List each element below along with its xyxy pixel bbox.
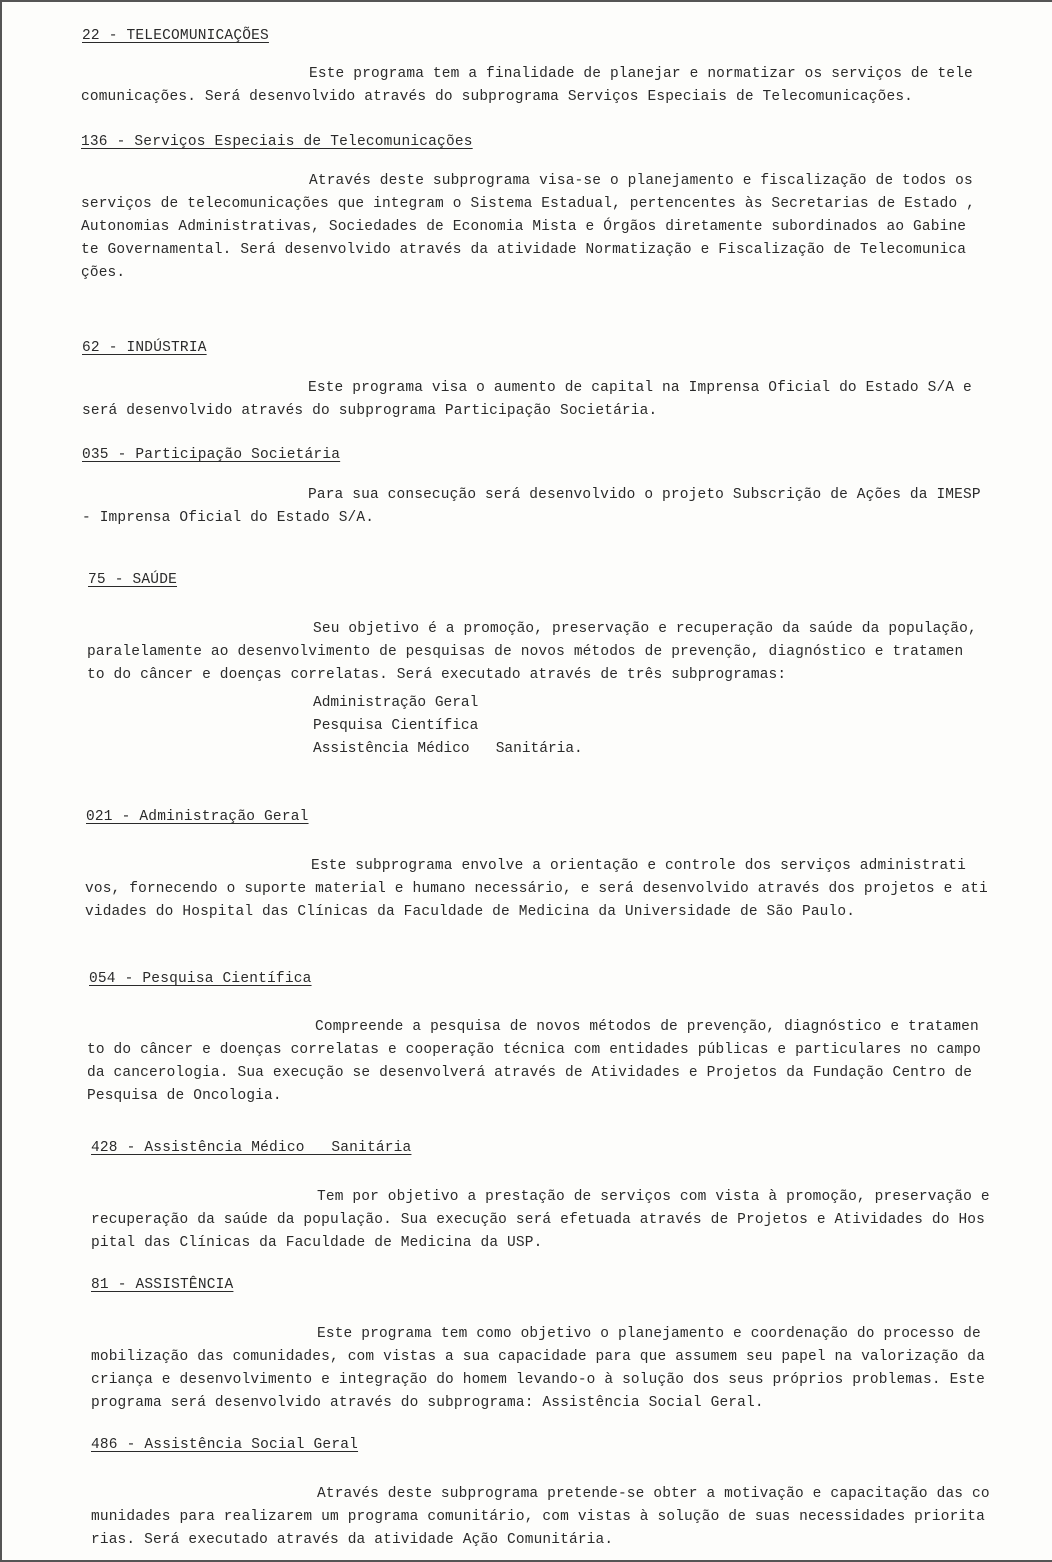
- text-line: te Governamental. Será desenvolvido através da atividade Normatização e Fiscalização de Telecomunica: [81, 242, 967, 258]
- subprogram-list: [313, 692, 583, 761]
- text-line: Este programa tem como objetivo o planejamento e coordenação do processo de: [317, 1326, 981, 1342]
- text-line: recuperação da saúde da população. Sua execução será efetuada através de Projetos e Atividades do Hos: [91, 1212, 985, 1228]
- text-line: Através deste subprograma pretende-se obter a motivação e capacitação das co: [317, 1486, 990, 1502]
- section-text-industria: [82, 377, 1017, 423]
- text-line: programa será desenvolvido através do subprograma: Assistência Social Geral.: [91, 1395, 764, 1411]
- section-text-participacao-societaria: [82, 484, 1017, 530]
- section-text-assistencia: [91, 1323, 1026, 1415]
- section-text-pesquisa-cientifica: [87, 1016, 1022, 1108]
- list-item: Pesquisa Científica: [313, 718, 479, 734]
- section-heading-telecomunicacoes: 22 - TELECOMUNICAÇÕES: [82, 28, 269, 44]
- list-item: Administração Geral: [313, 695, 479, 711]
- section-heading-pesquisa-cientifica: 054 - Pesquisa Científica: [89, 971, 312, 987]
- text-line: - Imprensa Oficial do Estado S/A.: [82, 510, 375, 526]
- text-line: Este subprograma envolve a orientação e controle dos serviços administrati: [311, 858, 967, 874]
- text-line: rias. Será executado através da atividade Ação Comunitária.: [91, 1532, 614, 1548]
- text-line: Para sua consecução será desenvolvido o projeto Subscrição de Ações da IMESP: [308, 487, 981, 503]
- section-text-administracao-geral: [85, 855, 1020, 924]
- section-heading-administracao-geral: 021 - Administração Geral: [86, 809, 309, 825]
- text-line: pital das Clínicas da Faculdade de Medicina da USP.: [91, 1235, 543, 1251]
- text-line: comunicações. Será desenvolvido através do subprograma Serviços Especiais de Telecomunicações.: [81, 89, 914, 105]
- text-line: Através deste subprograma visa-se o planejamento e fiscalização de todos os: [309, 173, 973, 189]
- text-line: da cancerologia. Sua execução se desenvolverá através de Atividades e Projetos da Fundação Centro de: [87, 1065, 973, 1081]
- section-text-assistencia-medico-sanitaria: [91, 1186, 1026, 1255]
- text-line: Este programa visa o aumento de capital na Imprensa Oficial do Estado S/A e: [308, 380, 972, 396]
- section-text-telecomunicacoes: [81, 63, 1016, 109]
- section-heading-industria: 62 - INDÚSTRIA: [82, 340, 207, 356]
- text-line: Tem por objetivo a prestação de serviços com vista à promoção, preservação e: [317, 1189, 990, 1205]
- text-line: vidades do Hospital das Clínicas da Faculdade de Medicina da Universidade de São Paulo.: [85, 904, 856, 920]
- text-line: mobilização das comunidades, com vistas a sua capacidade para que assumem seu papel na valorização da: [91, 1349, 985, 1365]
- section-text-saude: [87, 618, 1022, 687]
- list-item: Assistência Médico Sanitária.: [313, 741, 583, 757]
- text-line: Compreende a pesquisa de novos métodos de prevenção, diagnóstico e tratamen: [315, 1019, 979, 1035]
- text-line: Pesquisa de Oncologia.: [87, 1088, 282, 1104]
- text-line: Seu objetivo é a promoção, preservação e recuperação da saúde da população,: [313, 621, 977, 637]
- section-heading-assistencia: 81 - ASSISTÊNCIA: [91, 1277, 234, 1293]
- text-line: criança e desenvolvimento e integração do homem levando-o à solução dos seus próprios problemas. Este: [91, 1372, 985, 1388]
- text-line: paralelamente ao desenvolvimento de pesquisas de novos métodos de prevenção, diagnóstico e tratamen: [87, 644, 964, 660]
- text-line: ções.: [81, 265, 126, 281]
- text-line: munidades para realizarem um programa comunitário, com vistas à solução de suas necessidades priorita: [91, 1509, 985, 1525]
- section-text-assistencia-social-geral: [91, 1483, 1026, 1552]
- text-line: será desenvolvido através do subprograma Participação Societária.: [82, 403, 658, 419]
- text-line: vos, fornecendo o suporte material e humano necessário, e será desenvolvido através dos projetos e ati: [85, 881, 988, 897]
- section-text-servicos-especiais: [81, 170, 1016, 285]
- section-heading-assistencia-medico-sanitaria: 428 - Assistência Médico Sanitária: [91, 1140, 412, 1156]
- section-heading-participacao-societaria: 035 - Participação Societária: [82, 447, 341, 463]
- text-line: to do câncer e doenças correlatas e cooperação técnica com entidades públicas e particulares no campo: [87, 1042, 981, 1058]
- section-heading-assistencia-social-geral: 486 - Assistência Social Geral: [91, 1437, 359, 1453]
- section-heading-saude: 75 - SAÚDE: [88, 572, 178, 588]
- text-line: to do câncer e doenças correlatas. Será executado através de três subprogramas:: [87, 667, 787, 683]
- text-line: serviços de telecomunicações que integram o Sistema Estadual, pertencentes às Secretarias de Estado ,: [81, 196, 975, 212]
- section-heading-servicos-especiais: 136 - Serviços Especiais de Telecomunicações: [81, 134, 473, 150]
- text-line: Autonomias Administrativas, Sociedades de Economia Mista e Órgãos diretamente subordinados ao Gabine: [81, 219, 967, 235]
- text-line: Este programa tem a finalidade de planejar e normatizar os serviços de tele: [309, 66, 973, 82]
